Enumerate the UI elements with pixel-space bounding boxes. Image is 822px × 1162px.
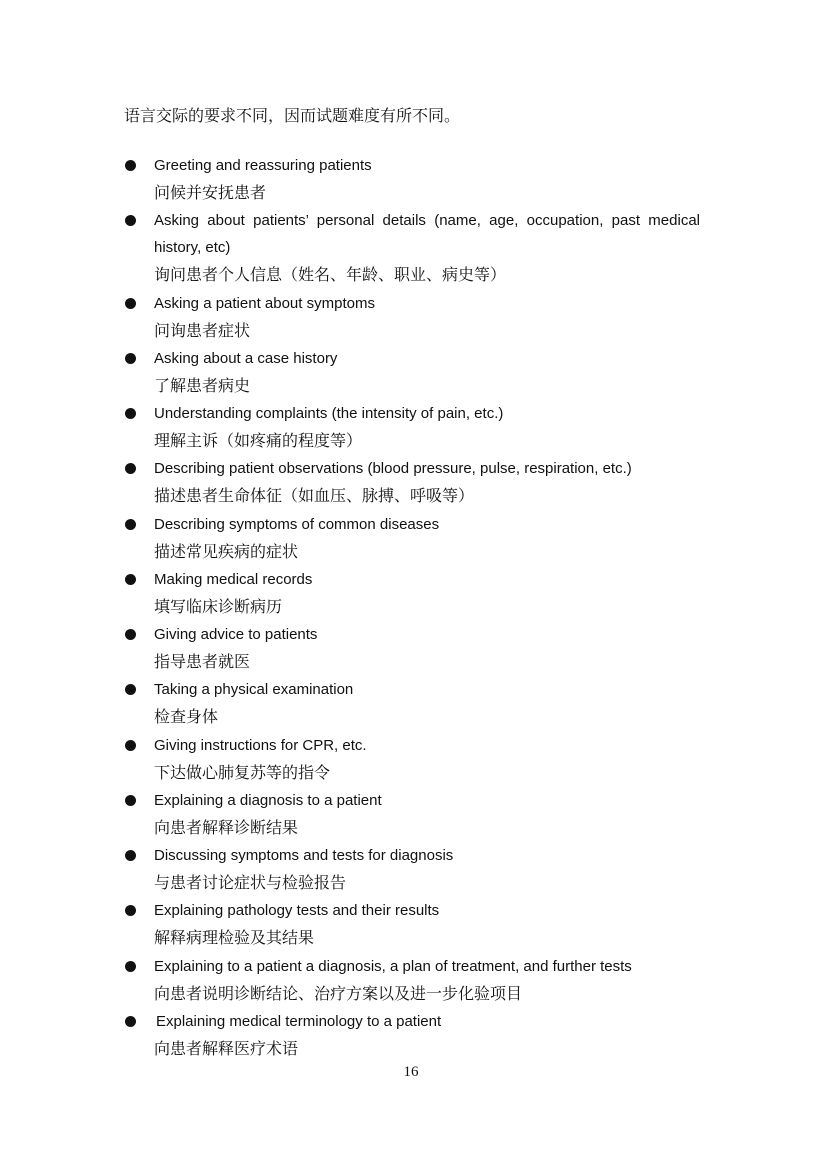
list-item-english: Asking a patient about symptoms bbox=[154, 295, 375, 312]
list-item-english: Giving advice to patients bbox=[154, 626, 318, 643]
bullet-icon bbox=[125, 160, 136, 171]
bullet-icon bbox=[125, 574, 136, 585]
list-item-chinese: 问询患者症状 bbox=[154, 321, 251, 340]
bullet-icon bbox=[125, 1016, 136, 1027]
list-item-chinese: 解释病理检验及其结果 bbox=[154, 928, 315, 947]
list-item-english: Discussing symptoms and tests for diagnosis bbox=[154, 847, 454, 864]
intro-paragraph: 语言交际的要求不同，因而试题难度有所不同。 bbox=[124, 106, 461, 125]
list-item-english: Explaining a diagnosis to a patient bbox=[154, 792, 382, 809]
list-item-english: Explaining medical terminology to a patient bbox=[156, 1013, 442, 1030]
list-item-english: Describing patient observations (blood pressure, pulse, respiration, etc.) bbox=[154, 460, 632, 477]
list-item-chinese: 指导患者就医 bbox=[154, 652, 251, 671]
bullet-icon bbox=[125, 740, 136, 751]
list-item-english: Understanding complaints (the intensity of pain, etc.) bbox=[154, 405, 504, 422]
bullet-icon bbox=[125, 463, 136, 474]
list-item-chinese: 向患者解释医疗术语 bbox=[154, 1039, 299, 1058]
list-item-chinese: 与患者讨论症状与检验报告 bbox=[154, 873, 347, 892]
list-item-chinese: 向患者解释诊断结果 bbox=[154, 818, 299, 837]
bullet-icon bbox=[125, 298, 136, 309]
bullet-icon bbox=[125, 684, 136, 695]
list-item-english: Explaining pathology tests and their results bbox=[154, 902, 440, 919]
list-item-english: Giving instructions for CPR, etc. bbox=[154, 737, 367, 754]
list-item-chinese: 下达做心肺复苏等的指令 bbox=[154, 763, 331, 782]
list-item-chinese: 问候并安抚患者 bbox=[154, 183, 267, 202]
bullet-icon bbox=[125, 519, 136, 530]
bullet-icon bbox=[125, 961, 136, 972]
list-item-chinese: 询问患者个人信息（姓名、年龄、职业、病史等） bbox=[154, 265, 507, 284]
list-item-chinese: 描述患者生命体征（如血压、脉搏、呼吸等） bbox=[154, 486, 475, 505]
bullet-icon bbox=[125, 215, 136, 226]
list-item-chinese: 检查身体 bbox=[154, 707, 219, 726]
bullet-icon bbox=[125, 629, 136, 640]
bullet-icon bbox=[125, 408, 136, 419]
list-item-chinese: 描述常见疾病的症状 bbox=[154, 542, 299, 561]
list-item-chinese: 向患者说明诊断结论、治疗方案以及进一步化验项目 bbox=[154, 984, 523, 1003]
list-item-english: Taking a physical examination bbox=[154, 681, 354, 698]
list-item-english: Asking about patients’ personal details (name, age, occupation, past medical history, etc) bbox=[154, 212, 700, 256]
list-item-english: Explaining to a patient a diagnosis, a plan of treatment, and further tests bbox=[154, 958, 632, 975]
list-item-chinese: 理解主诉（如疼痛的程度等） bbox=[154, 431, 363, 450]
list-item-english: Describing symptoms of common diseases bbox=[154, 516, 440, 533]
bullet-icon bbox=[125, 353, 136, 364]
bullet-icon bbox=[125, 795, 136, 806]
list-item-english: Asking about a case history bbox=[154, 350, 338, 367]
list-item-chinese: 了解患者病史 bbox=[154, 376, 251, 395]
list-item-english: Making medical records bbox=[154, 571, 313, 588]
list-item-english: Greeting and reassuring patients bbox=[154, 157, 372, 174]
list-item-chinese: 填写临床诊断病历 bbox=[154, 597, 283, 616]
bullet-icon bbox=[125, 850, 136, 861]
page-number: 16 bbox=[403, 1064, 419, 1080]
bullet-icon bbox=[125, 905, 136, 916]
